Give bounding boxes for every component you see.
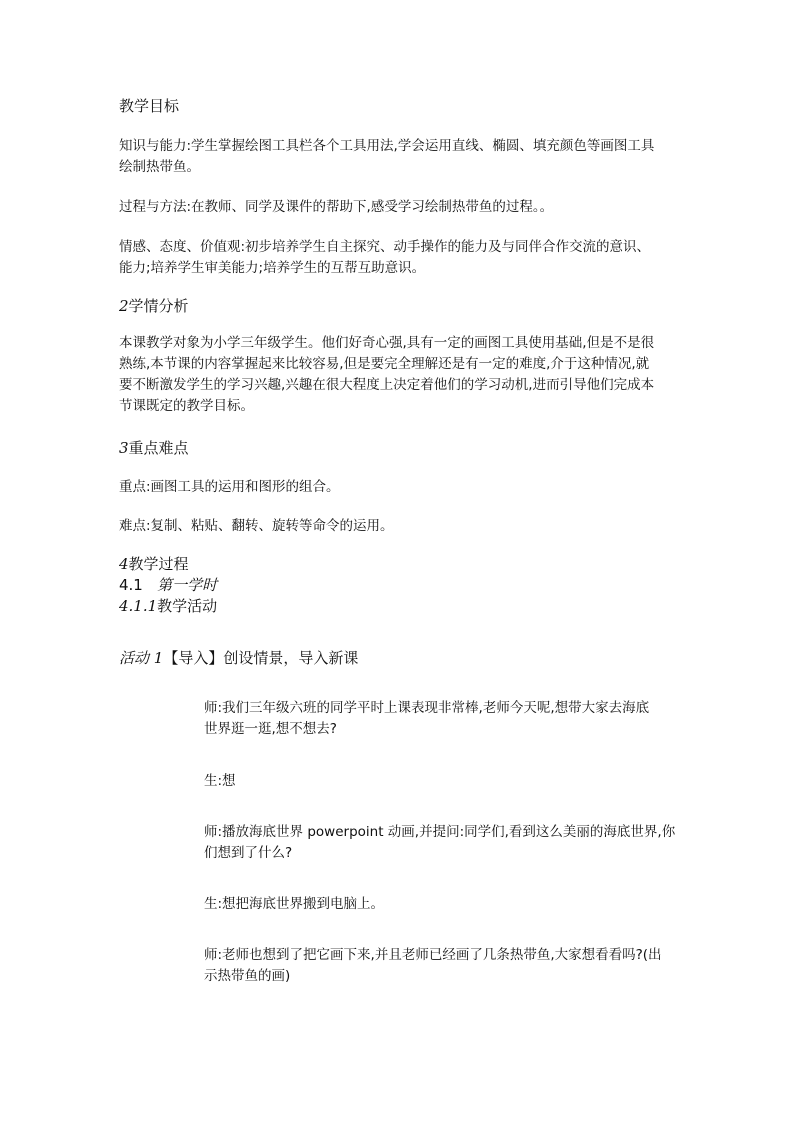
teaching-process-heading [119, 554, 189, 574]
dialogue-paragraph [204, 894, 384, 915]
analysis-heading [119, 296, 189, 316]
teaching-process-number: 4 [119, 555, 129, 573]
objectives-knowledge-line: 绘制热带鱼。 [119, 159, 200, 175]
objectives-heading [119, 96, 179, 116]
key-point-line: 重点:画图工具的运用和图形的组合。 [119, 479, 340, 495]
objectives-emotion-line: 能力;培养学生审美能力;培养学生的互帮互助意识。 [119, 260, 426, 276]
analysis-line: 本课教学对象为小学三年级学生。他们好奇心强,具有一定的画图工具使用基础,但是不是很 [119, 335, 655, 351]
activity-prefix: 活动 1 [119, 649, 164, 667]
dialogue-line: 们想到了什么? [204, 845, 293, 861]
objectives-knowledge-paragraph [119, 136, 654, 178]
dialogue-paragraph [204, 945, 662, 987]
analysis-line: 熟练,本节课的内容掌握起来比较容易,但是要完全理解还是有一定的难度,介于这种情况,就 [119, 356, 650, 372]
lesson-subheading [119, 575, 217, 595]
teaching-process-title: 教学过程 [128, 555, 189, 573]
dialogue-line: 世界逛一逛,想不想去? [204, 721, 337, 737]
activity-title: 【导入】创设情景，导入新课 [163, 649, 359, 667]
activity-subheading [119, 596, 217, 616]
difficult-point-paragraph [119, 516, 394, 537]
key-point-paragraph [119, 477, 340, 498]
analysis-number: 2 [119, 297, 129, 315]
objectives-emotion-line: 情感、态度、价值观:初步培养学生自主探究、动手操作的能力及与同伴合作交流的意识、 [119, 239, 651, 255]
objectives-process-paragraph [119, 197, 553, 218]
dialogue-line: 师:我们三年级六班的同学平时上课表现非常棒,老师今天呢,想带大家去海底 [204, 700, 650, 716]
activity-section-number: 4.1.1 [119, 597, 158, 615]
key-points-title: 重点难点 [128, 439, 189, 457]
objectives-title: 教学目标 [119, 97, 180, 115]
activity-section-title: 教学活动 [157, 597, 218, 615]
dialogue-line: 示热带鱼的画) [204, 968, 291, 984]
objectives-emotion-paragraph [119, 237, 650, 279]
dialogue-line: 生:想把海底世界搬到电脑上。 [204, 896, 385, 912]
analysis-line: 要不断激发学生的学习兴趣,兴趣在很大程度上决定着他们的学习动机,进而引导他们完成本 [119, 377, 655, 393]
activity-heading [119, 648, 358, 668]
objectives-process-line: 过程与方法:在教师、同学及课件的帮助下,感受学习绘制热带鱼的过程。。 [119, 199, 554, 215]
key-points-heading [119, 438, 189, 458]
analysis-line: 节课既定的教学目标。 [119, 398, 254, 414]
key-points-number: 3 [119, 439, 129, 457]
dialogue-line: 师:播放海底世界 powerpoint 动画,并提问:同学们,看到这么美丽的海底世界,你 [204, 824, 676, 840]
dialogue-paragraph [204, 771, 236, 792]
lesson-title: 第一学时 [157, 576, 218, 594]
dialogue-line: 生:想 [204, 773, 236, 789]
dialogue-line: 师:老师也想到了把它画下来,并且老师已经画了几条热带鱼,大家想看看吗?(出 [204, 947, 662, 963]
dialogue-paragraph [204, 822, 675, 864]
lesson-number: 4.1 [119, 576, 143, 594]
analysis-paragraph [119, 333, 654, 417]
objectives-knowledge-line: 知识与能力:学生掌握绘图工具栏各个工具用法,学会运用直线、椭圆、填充颜色等画图工具 [119, 138, 655, 154]
difficult-point-line: 难点:复制、粘贴、翻转、旋转等命令的运用。 [119, 518, 394, 534]
analysis-title: 学情分析 [128, 297, 189, 315]
dialogue-paragraph [204, 698, 649, 740]
